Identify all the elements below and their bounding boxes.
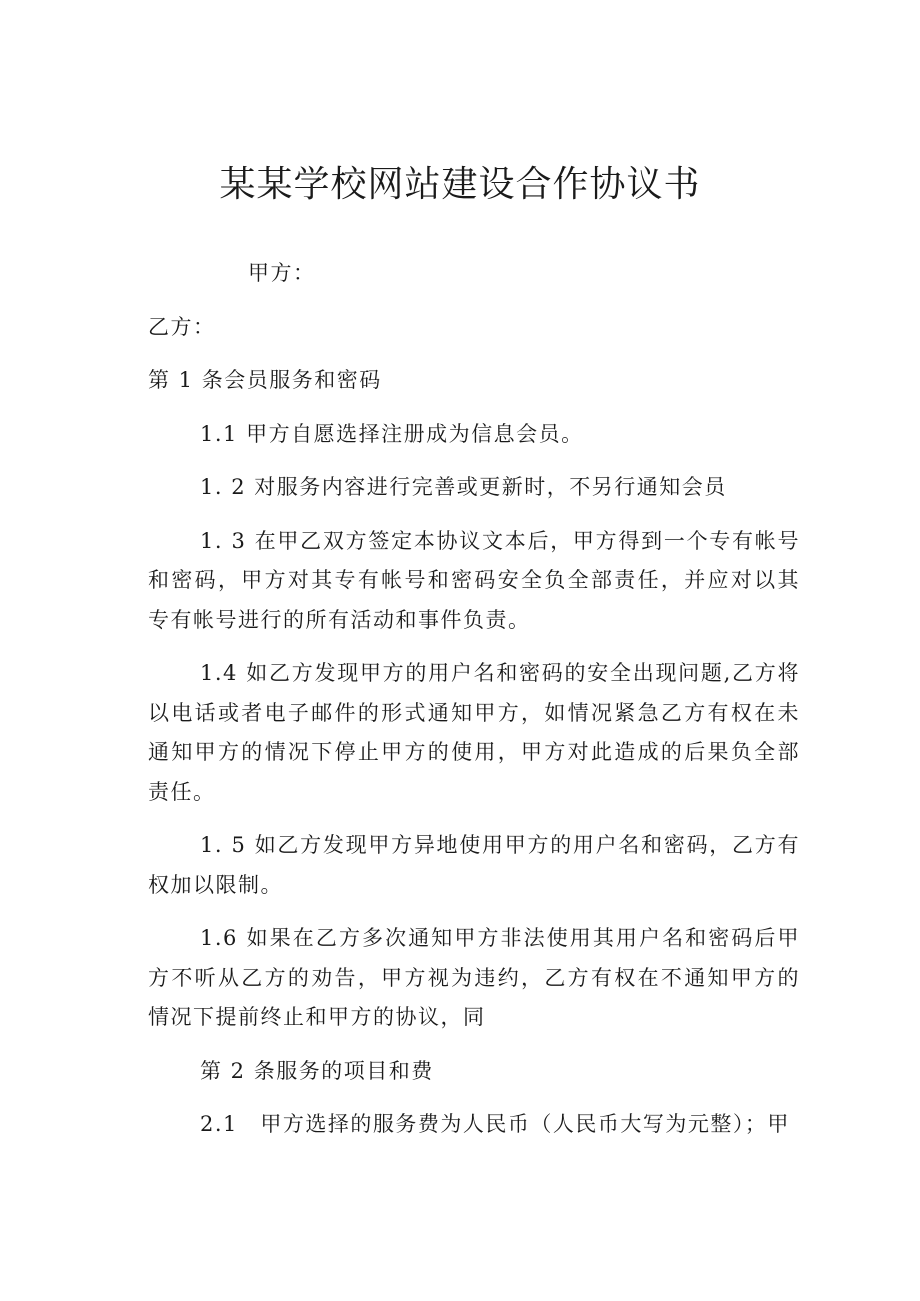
document-body [148, 254, 800, 1145]
article-1-heading: 第 1 条会员服务和密码 [148, 368, 382, 392]
clause-1-5: 1. 5 如乙方发现甲方异地使用甲方的用户名和密码，乙方有权加以限制。 [148, 833, 800, 897]
clause-1-3: 1. 3 在甲乙双方签定本协议文本后，甲方得到一个专有帐号和密码，甲方对其专有帐号和密码安全负全部责任，并应对以其专有帐号进行的所有活动和事件负责。 [148, 528, 800, 632]
party-b-line: 乙方： [148, 314, 216, 339]
clause-1-6: 1.6 如果在乙方多次通知甲方非法使用其用户名和密码后甲方不听从乙方的劝告，甲方视为违约，乙方有权在不通知甲方的情况下提前终止和甲方的协议，同 [148, 926, 800, 1029]
clause-2-1: 2.1 甲方选择的服务费为人民币（人民币大写为元整）；甲 [200, 1112, 790, 1136]
article-2-heading: 第 2 条服务的项目和费 [200, 1058, 434, 1083]
clause-1-4: 1.4 如乙方发现甲方的用户名和密码的安全出现问题,乙方将以电话或者电子邮件的形式通知甲方，如情况紧急乙方有权在未通知甲方的情况下停止甲方的使用，甲方对此造成的后果负全部责任。 [148, 661, 800, 804]
clause-1-2: 1. 2 对服务内容进行完善或更新时，不另行通知会员 [200, 475, 727, 499]
document-title: 某某学校网站建设合作协议书 [219, 164, 701, 205]
clause-1-1: 1.1 甲方自愿选择注册成为信息会员。 [200, 421, 584, 446]
party-a-line: 甲方： [248, 261, 316, 285]
